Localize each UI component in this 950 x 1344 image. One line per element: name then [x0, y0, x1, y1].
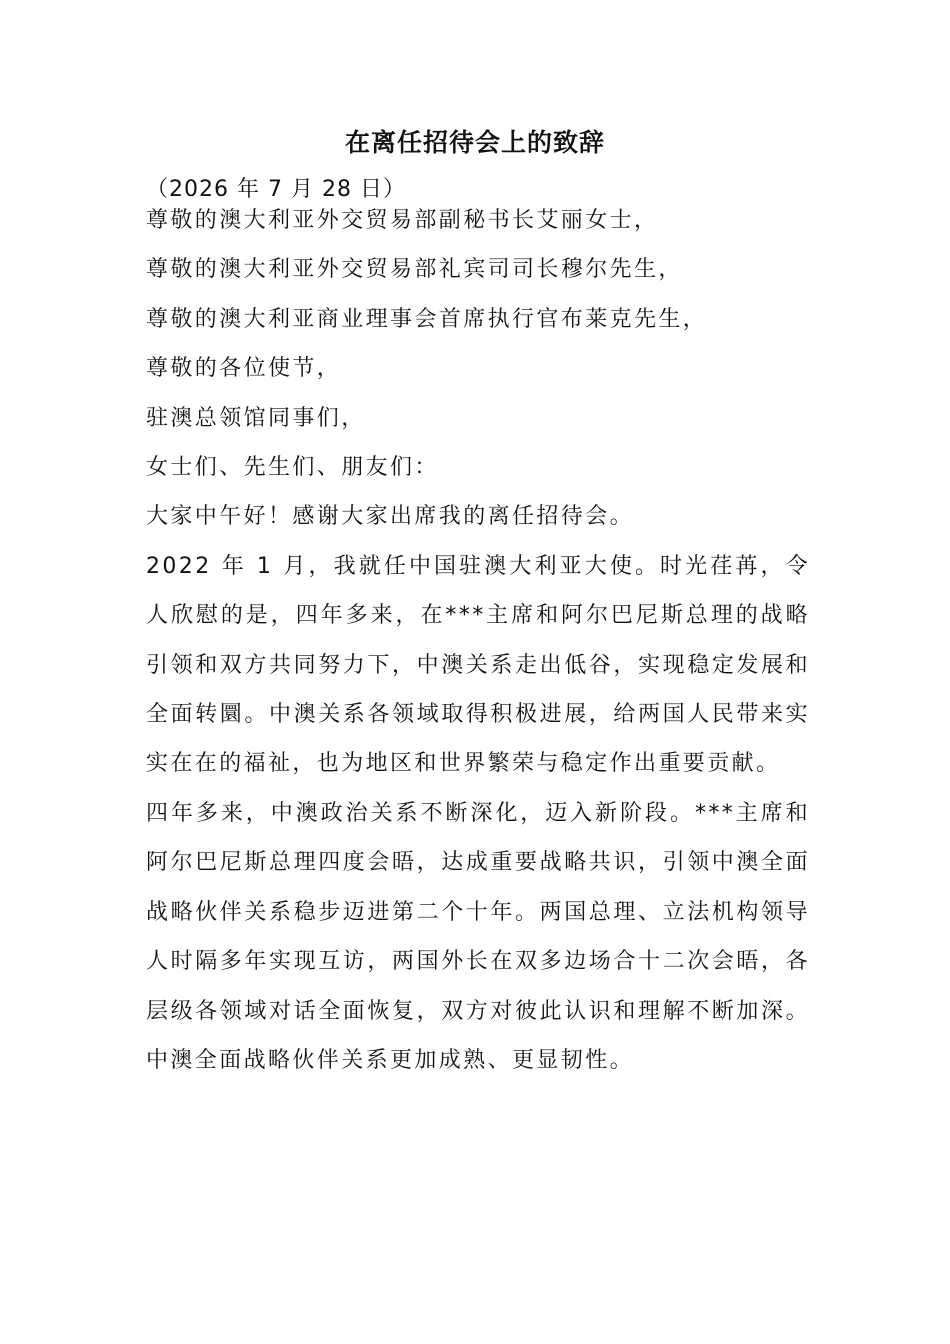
- paragraph: 大家中午好！感谢大家出席我的离任招待会。: [146, 504, 635, 530]
- paragraph: 2022 年 1 月，我就任中国驻澳大利亚大使。时光荏苒，令人欣慰的是，四年多来，在***主席和阿尔巴尼斯总理的战略引领和双方共同努力下，中澳关系走出低谷，实现稳定发展和全面转圜。中澳关系各领域取得积极进展，给两国人民带来实实在在的福祉，也为地区和世界繁荣与稳定作出重要贡献。: [146, 553, 810, 777]
- salutation-line: 尊敬的各位使节，: [146, 356, 342, 382]
- document-title: 在离任招待会上的致辞: [344, 128, 605, 157]
- paragraph: 四年多来，中澳政治关系不断深化，迈入新阶段。***主席和阿尔巴尼斯总理四度会晤，达成重要战略共识，引领中澳全面战略伙伴关系稳步迈进第二个十年。两国总理、立法机构领导人时隔多年实现互访，两国外长在双多边场合十二次会晤，各层级各领域对话全面恢复，双方对彼此认识和理解不断加深。中澳全面战略伙伴关系更加成熟、更显韧性。: [146, 800, 810, 1073]
- salutation-line: 女士们、先生们、朋友们：: [146, 455, 439, 481]
- salutation-line: 尊敬的澳大利亚商业理事会首席执行官布莱克先生，: [146, 306, 708, 332]
- salutation-line: 尊敬的澳大利亚外交贸易部副秘书长艾丽女士，: [146, 208, 659, 233]
- salutation-line: 尊敬的澳大利亚外交贸易部礼宾司司长穆尔先生，: [146, 257, 683, 283]
- salutation-line: 驻澳总领馆同事们，: [146, 405, 366, 431]
- document-date: （2026 年 7 月 28 日）: [146, 177, 406, 202]
- document-body: [146, 196, 810, 1085]
